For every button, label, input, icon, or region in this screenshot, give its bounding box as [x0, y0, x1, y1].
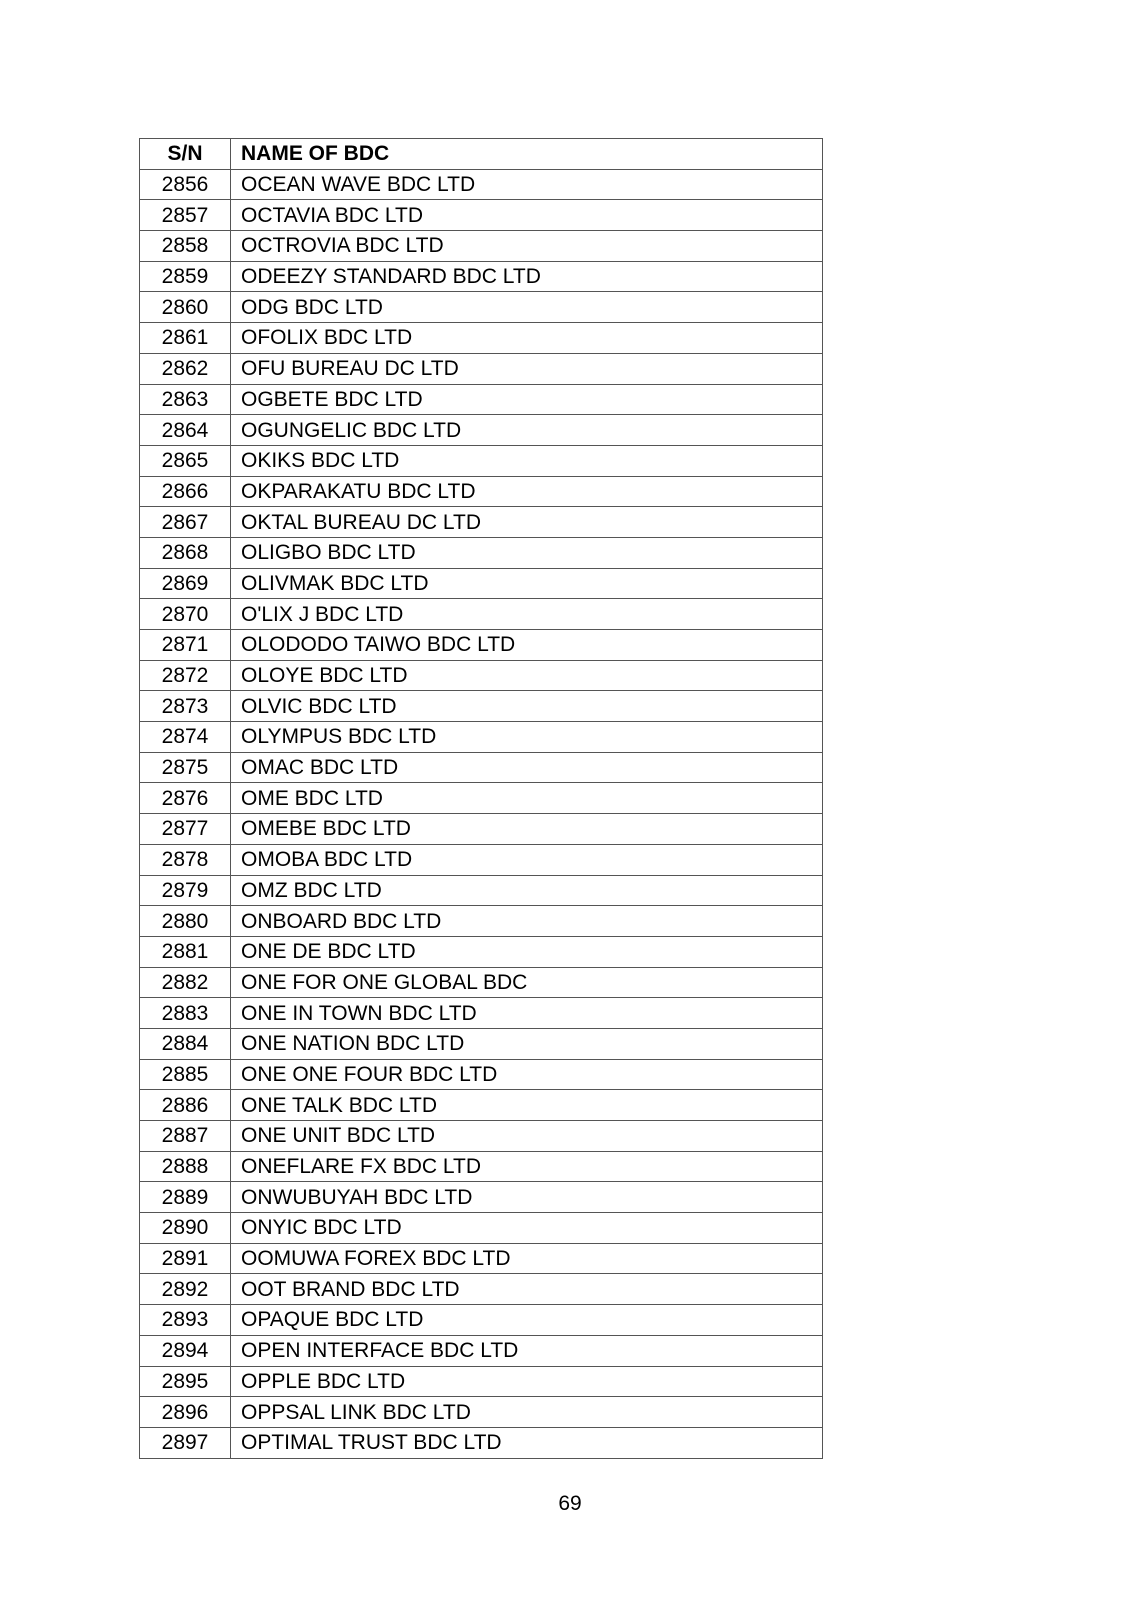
- serial-number-cell: 2878: [140, 844, 231, 875]
- bdc-name-cell: OLODODO TAIWO BDC LTD: [231, 630, 823, 661]
- bdc-name-cell: OPPSAL LINK BDC LTD: [231, 1397, 823, 1428]
- serial-number-cell: 2856: [140, 169, 231, 200]
- serial-number-cell: 2882: [140, 967, 231, 998]
- table-row: [140, 476, 823, 507]
- bdc-name-cell: OKTAL BUREAU DC LTD: [231, 507, 823, 538]
- bdc-name-cell: OMOBA BDC LTD: [231, 844, 823, 875]
- bdc-name-cell: OLOYE BDC LTD: [231, 660, 823, 691]
- bdc-name-cell: ODG BDC LTD: [231, 292, 823, 323]
- table-row: [140, 200, 823, 231]
- table-row: [140, 1366, 823, 1397]
- bdc-name-cell: OCTAVIA BDC LTD: [231, 200, 823, 231]
- table-row: [140, 1121, 823, 1152]
- bdc-name-cell: ODEEZY STANDARD BDC LTD: [231, 261, 823, 292]
- bdc-name-cell: OGBETE BDC LTD: [231, 384, 823, 415]
- table-row: [140, 691, 823, 722]
- serial-number-cell: 2890: [140, 1213, 231, 1244]
- bdc-name-cell: OOMUWA FOREX BDC LTD: [231, 1243, 823, 1274]
- table-row: [140, 353, 823, 384]
- name-column-header: NAME OF BDC: [231, 139, 823, 170]
- table-row: [140, 844, 823, 875]
- serial-number-cell: 2884: [140, 1028, 231, 1059]
- serial-number-cell: 2892: [140, 1274, 231, 1305]
- table-row: [140, 1335, 823, 1366]
- bdc-name-cell: OMEBE BDC LTD: [231, 814, 823, 845]
- serial-number-cell: 2870: [140, 599, 231, 630]
- table-row: [140, 323, 823, 354]
- serial-number-cell: 2883: [140, 998, 231, 1029]
- serial-number-cell: 2862: [140, 353, 231, 384]
- serial-number-cell: 2897: [140, 1427, 231, 1458]
- serial-number-cell: 2891: [140, 1243, 231, 1274]
- bdc-name-cell: O'LIX J BDC LTD: [231, 599, 823, 630]
- table-row: [140, 1243, 823, 1274]
- table-row: [140, 261, 823, 292]
- serial-number-cell: 2888: [140, 1151, 231, 1182]
- serial-number-cell: 2879: [140, 875, 231, 906]
- bdc-name-cell: ONE UNIT BDC LTD: [231, 1121, 823, 1152]
- table-row: [140, 415, 823, 446]
- table-row: [140, 169, 823, 200]
- serial-number-cell: 2885: [140, 1059, 231, 1090]
- bdc-name-cell: OCTROVIA BDC LTD: [231, 231, 823, 262]
- serial-number-cell: 2871: [140, 630, 231, 661]
- bdc-name-cell: ONE NATION BDC LTD: [231, 1028, 823, 1059]
- table-header-row: [140, 139, 823, 170]
- serial-number-cell: 2866: [140, 476, 231, 507]
- bdc-name-cell: ONBOARD BDC LTD: [231, 906, 823, 937]
- serial-number-cell: 2867: [140, 507, 231, 538]
- table-row: [140, 384, 823, 415]
- table-row: [140, 231, 823, 262]
- table-row: [140, 783, 823, 814]
- serial-number-cell: 2880: [140, 906, 231, 937]
- table-row: [140, 967, 823, 998]
- bdc-name-cell: OFU BUREAU DC LTD: [231, 353, 823, 384]
- serial-number-cell: 2877: [140, 814, 231, 845]
- table-row: [140, 1305, 823, 1336]
- table-row: [140, 599, 823, 630]
- serial-number-cell: 2869: [140, 568, 231, 599]
- serial-number-cell: 2887: [140, 1121, 231, 1152]
- table-row: [140, 1151, 823, 1182]
- bdc-name-cell: ONE DE BDC LTD: [231, 936, 823, 967]
- serial-number-cell: 2859: [140, 261, 231, 292]
- bdc-name-cell: OMZ BDC LTD: [231, 875, 823, 906]
- table-row: [140, 1213, 823, 1244]
- table-row: [140, 292, 823, 323]
- sn-column-header: S/N: [140, 139, 231, 170]
- table-row: [140, 537, 823, 568]
- bdc-table: [139, 138, 823, 1459]
- bdc-name-cell: OGUNGELIC BDC LTD: [231, 415, 823, 446]
- table-row: [140, 1427, 823, 1458]
- bdc-name-cell: ONE FOR ONE GLOBAL BDC: [231, 967, 823, 998]
- bdc-name-cell: ONEFLARE FX BDC LTD: [231, 1151, 823, 1182]
- table-row: [140, 906, 823, 937]
- bdc-name-cell: OME BDC LTD: [231, 783, 823, 814]
- table-row: [140, 752, 823, 783]
- serial-number-cell: 2863: [140, 384, 231, 415]
- bdc-name-cell: OMAC BDC LTD: [231, 752, 823, 783]
- bdc-name-cell: OOT BRAND BDC LTD: [231, 1274, 823, 1305]
- table-row: [140, 936, 823, 967]
- serial-number-cell: 2875: [140, 752, 231, 783]
- serial-number-cell: 2861: [140, 323, 231, 354]
- serial-number-cell: 2872: [140, 660, 231, 691]
- bdc-name-cell: ONE TALK BDC LTD: [231, 1090, 823, 1121]
- serial-number-cell: 2874: [140, 722, 231, 753]
- bdc-name-cell: OFOLIX BDC LTD: [231, 323, 823, 354]
- bdc-name-cell: OKPARAKATU BDC LTD: [231, 476, 823, 507]
- table-row: [140, 445, 823, 476]
- serial-number-cell: 2864: [140, 415, 231, 446]
- bdc-name-cell: OCEAN WAVE BDC LTD: [231, 169, 823, 200]
- bdc-name-cell: OKIKS BDC LTD: [231, 445, 823, 476]
- table-row: [140, 814, 823, 845]
- table-row: [140, 630, 823, 661]
- bdc-name-cell: OPAQUE BDC LTD: [231, 1305, 823, 1336]
- table-row: [140, 568, 823, 599]
- bdc-name-cell: OPPLE BDC LTD: [231, 1366, 823, 1397]
- table-row: [140, 998, 823, 1029]
- serial-number-cell: 2881: [140, 936, 231, 967]
- table-row: [140, 1028, 823, 1059]
- table-body: [140, 169, 823, 1458]
- bdc-name-cell: OLIGBO BDC LTD: [231, 537, 823, 568]
- table-row: [140, 1182, 823, 1213]
- bdc-name-cell: OLYMPUS BDC LTD: [231, 722, 823, 753]
- serial-number-cell: 2876: [140, 783, 231, 814]
- bdc-name-cell: ONE IN TOWN BDC LTD: [231, 998, 823, 1029]
- bdc-name-cell: OPEN INTERFACE BDC LTD: [231, 1335, 823, 1366]
- serial-number-cell: 2857: [140, 200, 231, 231]
- page-number: 69: [558, 1492, 582, 1515]
- table-row: [140, 1274, 823, 1305]
- serial-number-cell: 2895: [140, 1366, 231, 1397]
- bdc-name-cell: OLVIC BDC LTD: [231, 691, 823, 722]
- bdc-name-cell: ONYIC BDC LTD: [231, 1213, 823, 1244]
- table-row: [140, 507, 823, 538]
- serial-number-cell: 2860: [140, 292, 231, 323]
- bdc-name-cell: OLIVMAK BDC LTD: [231, 568, 823, 599]
- table-row: [140, 1090, 823, 1121]
- serial-number-cell: 2889: [140, 1182, 231, 1213]
- serial-number-cell: 2886: [140, 1090, 231, 1121]
- bdc-name-cell: ONWUBUYAH BDC LTD: [231, 1182, 823, 1213]
- serial-number-cell: 2858: [140, 231, 231, 262]
- table-row: [140, 660, 823, 691]
- serial-number-cell: 2868: [140, 537, 231, 568]
- serial-number-cell: 2894: [140, 1335, 231, 1366]
- table-row: [140, 1059, 823, 1090]
- table-row: [140, 1397, 823, 1428]
- table-row: [140, 722, 823, 753]
- serial-number-cell: 2865: [140, 445, 231, 476]
- serial-number-cell: 2893: [140, 1305, 231, 1336]
- table-row: [140, 875, 823, 906]
- serial-number-cell: 2873: [140, 691, 231, 722]
- serial-number-cell: 2896: [140, 1397, 231, 1428]
- bdc-name-cell: OPTIMAL TRUST BDC LTD: [231, 1427, 823, 1458]
- bdc-name-cell: ONE ONE FOUR BDC LTD: [231, 1059, 823, 1090]
